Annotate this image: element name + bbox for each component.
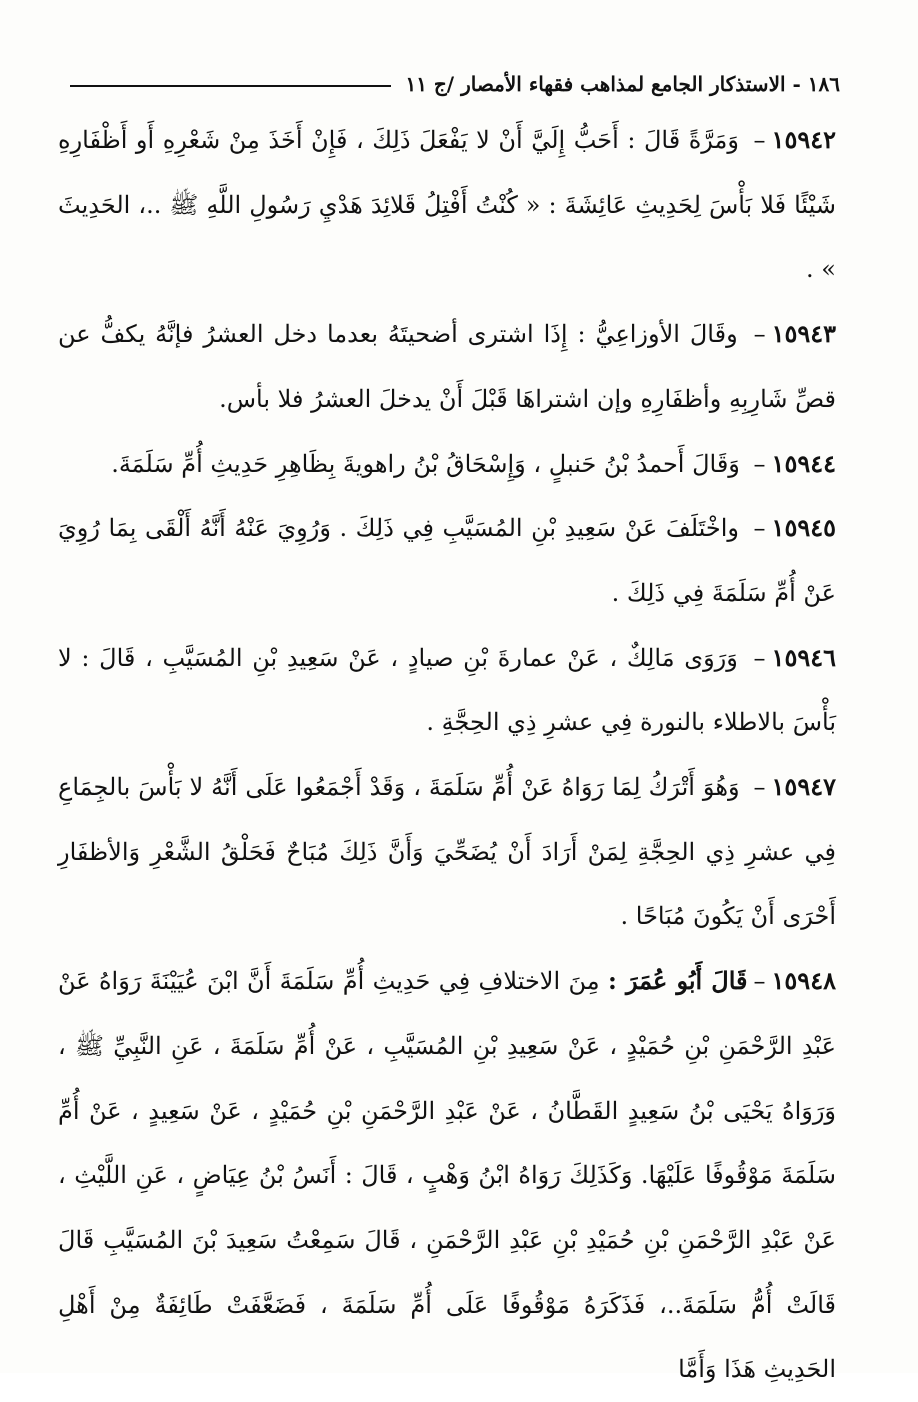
number-dash: – <box>753 126 766 154</box>
number-dash: – <box>753 967 766 996</box>
paragraph <box>58 108 836 302</box>
header-rule <box>70 85 391 87</box>
paragraph-number: ١٥٩٤٨ <box>771 966 836 996</box>
paragraph-number: ١٥٩٤٣ <box>771 319 837 349</box>
paragraph-number: ١٥٩٤٢ <box>771 125 836 154</box>
paragraph-number: ١٥٩٤٧ <box>771 772 836 802</box>
paragraph-text: وَرَوَى مَالِكٌ ، عَنْ عمارةَ بْنِ صيادٍ ، عَنْ سَعِيدِ بْنِ المُسَيَّبِ ، قَالَ : لا بَأْسَ بالاطلاء بالنورة فِي عشرِ ذِي الحِجَّةِ . <box>58 643 836 737</box>
number-dash: – <box>753 773 766 802</box>
paragraph-number: ١٥٩٤٥ <box>771 513 836 543</box>
header-title: ١٨٦ - الاستذكار الجامع لمذاهب فقهاء الأمصار /ج ١١ <box>405 72 840 96</box>
paragraph-speaker: قَالَ أَبُو عُمَرَ : <box>608 966 748 996</box>
paragraph-text: وقَالَ الأوزاعِيُّ : إِذَا اشترى أضحيتَهُ بعدما دخل العشرُ فإنَّهُ يكفُّ عن قصِّ شَارِبِهِ وأظفَارِهِ وإن اشتراهَا قَبْلَ أَنْ يدخلَ العشرُ فلا بأس. <box>58 320 836 413</box>
number-dash: – <box>753 320 766 349</box>
paragraph <box>58 755 836 949</box>
paragraph-number: ١٥٩٤٦ <box>771 642 836 672</box>
paragraph-text: وَقَالَ أَحمدُ بْنُ حَنبلٍ ، وَإِسْحَاقُ بْنُ راهويةَ بِظَاهِرِ حَدِيثِ أُمِّ سَلَمَةَ. <box>111 449 740 478</box>
number-dash: – <box>753 514 766 543</box>
paragraph <box>58 949 836 1402</box>
paragraph-text: مِنَ الاختلافِ فِي حَدِيثِ أُمِّ سَلَمَةَ أَنَّ ابْنَ عُيَيْنَةَ رَوَاهُ عَنْ عَبْدِ الرَّحْمَنِ بْنِ حُمَيْدٍ ، عَنْ سَعِيدِ بْنِ المُسَيَّبِ ، عَنْ أُمِّ سَلَمَةَ ، عَنِ النَّبِيِّ ﷺ ، وَرَوَاهُ يَحْيَى بْنُ سَعِيدٍ القَطَّانُ ، عَنْ عَبْدِ الرَّحْمَنِ بْنِ حُمَيْدٍ ، عَنْ سَعِيدٍ ، عَنْ أُمِّ سَلَمَةَ مَوْقُوفًا عَلَيْهَا. وَكَذَلِكَ رَوَاهُ ابْنُ وَهْبٍ ، قَالَ : أَنَسُ بْنُ عِيَاضٍ ، عَنِ اللَّيْثِ ، عَنْ عَبْدِ الرَّحْمَنِ بْنِ حُمَيْدِ بْنِ عَبْدِ الرَّحْمَنِ ، قَالَ سَمِعْتُ سَعِيدَ بْنَ المُسَيَّبِ قَالَ قَالَتْ أُمُّ سَلَمَةَ..، فَذَكَرَهُ مَوْقُوفًا عَلَى أُمِّ سَلَمَةَ ، فَضَعَّفَتْ طَائِفَةٌ مِنْ أَهْلِ الحَدِيثِ هَذَا وَأَمَّا <box>58 967 836 1384</box>
paragraph-text: وَهُوَ أَتْرَكُ لِمَا رَوَاهُ عَنْ أُمِّ سَلَمَةَ ، وَقَدْ أَجْمَعُوا عَلَى أَنَّهُ لا بَأْسَ بالجِمَاعِ فِي عشرِ ذِي الحِجَّةِ لِمَنْ أَرَادَ أَنْ يُضَحِّيَ وَأَنَّ ذَلِكَ مُبَاحٌ فَحَلْقُ الشَّعْرِ وَالأظفَارِ أَحْرَى أَنْ يَكُونَ مُبَاحًا . <box>58 773 836 931</box>
paragraph-text: وَمَرَّةً قَالَ : أَحَبُّ إِلَيَّ أَنْ لا يَفْعَلَ ذَلِكَ ، فَإِنْ أَخَذَ مِنْ شَعْرِهِ أَو أَظْفَارِهِ شَيْئًا فَلا بَأْسَ لِحَدِيثِ عَائِشَةَ : « كُنْتُ أَفْتِلُ قَلائِدَ هَدْيِ رَسُولِ اللَّهِ ﷺ ..، الحَدِيثَ » . <box>58 126 836 284</box>
paragraph <box>58 626 836 755</box>
number-dash: – <box>753 643 766 672</box>
paragraph <box>58 496 836 625</box>
paragraph <box>58 302 836 431</box>
paragraph <box>58 432 836 497</box>
paragraph-text: واخْتَلَفَ عَنْ سَعِيدِ بْنِ المُسَيَّبِ فِي ذَلِكَ . وَرُوِيَ عَنْهُ أَنَّهُ أَلْقَى بِمَا رُوِيَ عَنْ أُمِّ سَلَمَةَ فِي ذَلِكَ . <box>58 514 836 607</box>
page-body <box>58 108 836 1402</box>
paragraph-number: ١٥٩٤٤ <box>771 448 836 478</box>
number-dash: – <box>753 449 766 478</box>
running-header <box>70 62 840 106</box>
